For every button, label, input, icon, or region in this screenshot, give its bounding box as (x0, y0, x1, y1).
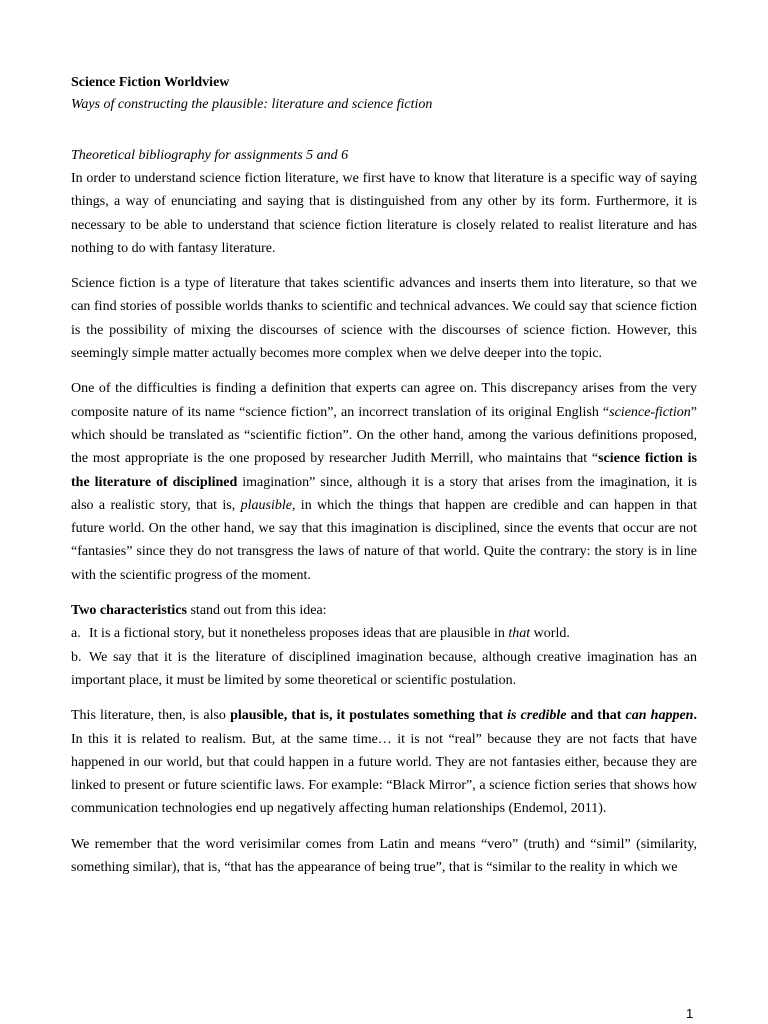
paragraph-4-bold: Two characteristics (71, 603, 187, 619)
paragraph-5-bold-italic-credible: is credible (507, 708, 567, 724)
paragraph-4-text: stand out from this idea: (186, 603, 327, 619)
paragraph-3-italic-plausible: plausible (240, 497, 292, 513)
paragraph-3-text-a: One of the difficulties is finding a definition that experts can agree on. This discrepancy arises from the very composite nature of its name “science fiction”, an incorrect translation of its original English “ (71, 381, 697, 420)
paragraph-5-bold-d: and that (566, 708, 626, 724)
list-item-a-italic: that (508, 626, 531, 642)
list-item-a (71, 622, 697, 645)
list-item-b-text: We say that it is the literature of disciplined imagination because, although creative imagination has an important place, it must be limited by some theoretical or scientific postulation. (71, 649, 697, 688)
paragraph-5-bold-f: . (693, 708, 697, 724)
paragraph-5-text-g: In this it is related to realism. But, at the same time… it is not “real” because they are not facts that have happened in our world, but that could happen in a future world. They are not fantasies either, because they are linked to present or future scientific laws. For example: “Black Mirror”, a science fiction series that shows how communication technologies end up negatively affecting human relationships (Endemol, 2011). (71, 731, 697, 817)
paragraph-5-bold-italic-happen: can happen (625, 708, 694, 724)
paragraph-3-text-g: , in which the things that happen are credible and can happen in that future world. On the other hand, we say that this imagination is disciplined, since the events that occur are not “fantasies” since they do not transgress the laws of nature of that world. Quite the contrary: the story is in line with the scientific progress of the moment. (71, 497, 697, 583)
list-item-a-text: It is a fictional story, but it nonetheless proposes ideas that are plausible in (89, 626, 509, 642)
paragraph-5-text-a: This literature, then, is also (71, 708, 231, 724)
paragraph-1: In order to understand science fiction literature, we first have to know that literature is a specific way of saying things, a way of enunciating and saying that is distinguished from any other by its form. Furthermore, it is necessary to be able to understand that science fiction literature is closely related to realist literature and has nothing to do with fantasy literature. (71, 171, 697, 256)
list-item-b (71, 646, 697, 693)
paragraph-3-text-e: imagination” since, although it is a story that arises from the imagination, it is also a realistic story, that is, (71, 474, 697, 513)
paragraph-3-text-c: ” which should be translated as “scientific fiction”. On the other hand, among the various definitions proposed, the most appropriate is the one proposed by researcher Judith Merrill, who maintains that “ (71, 404, 697, 467)
document-title: Science Fiction Worldview (71, 75, 230, 90)
document-subtitle: Ways of constructing the plausible: literature and science fiction (71, 97, 433, 112)
paragraph-3-bold-definition: science fiction is the literature of disciplined (71, 451, 697, 490)
paragraph-5-bold-b: plausible, that is, it postulates something that (230, 708, 508, 724)
list-marker-a: a. (71, 626, 81, 642)
paragraph-5 (71, 704, 697, 820)
document-page (71, 72, 697, 879)
section-heading: Theoretical bibliography for assignments 5 and 6 (71, 148, 349, 163)
list-marker-b: b. (71, 649, 82, 665)
paragraph-3-italic-term: science-fiction (609, 404, 691, 420)
paragraph-6: We remember that the word verisimilar comes from Latin and means “vero” (truth) and “simil” (similarity, something similar), that is, “that has the appearance of being true”, that is “similar to the reality in which we (71, 836, 697, 876)
paragraph-2: Science fiction is a type of literature that takes scientific advances and inserts them into literature, so that we can find stories of possible worlds thanks to scientific and technical advances. We could say that science fiction is the possibility of mixing the discourses of science with the discourses of science fiction. However, this seemingly simple matter actually becomes more complex when we delve deeper into the topic. (71, 276, 697, 362)
page-number: 1 (686, 1006, 694, 1021)
list-item-a-end: world. (530, 626, 570, 642)
paragraph-3 (71, 377, 697, 587)
paragraph-4 (71, 599, 697, 622)
